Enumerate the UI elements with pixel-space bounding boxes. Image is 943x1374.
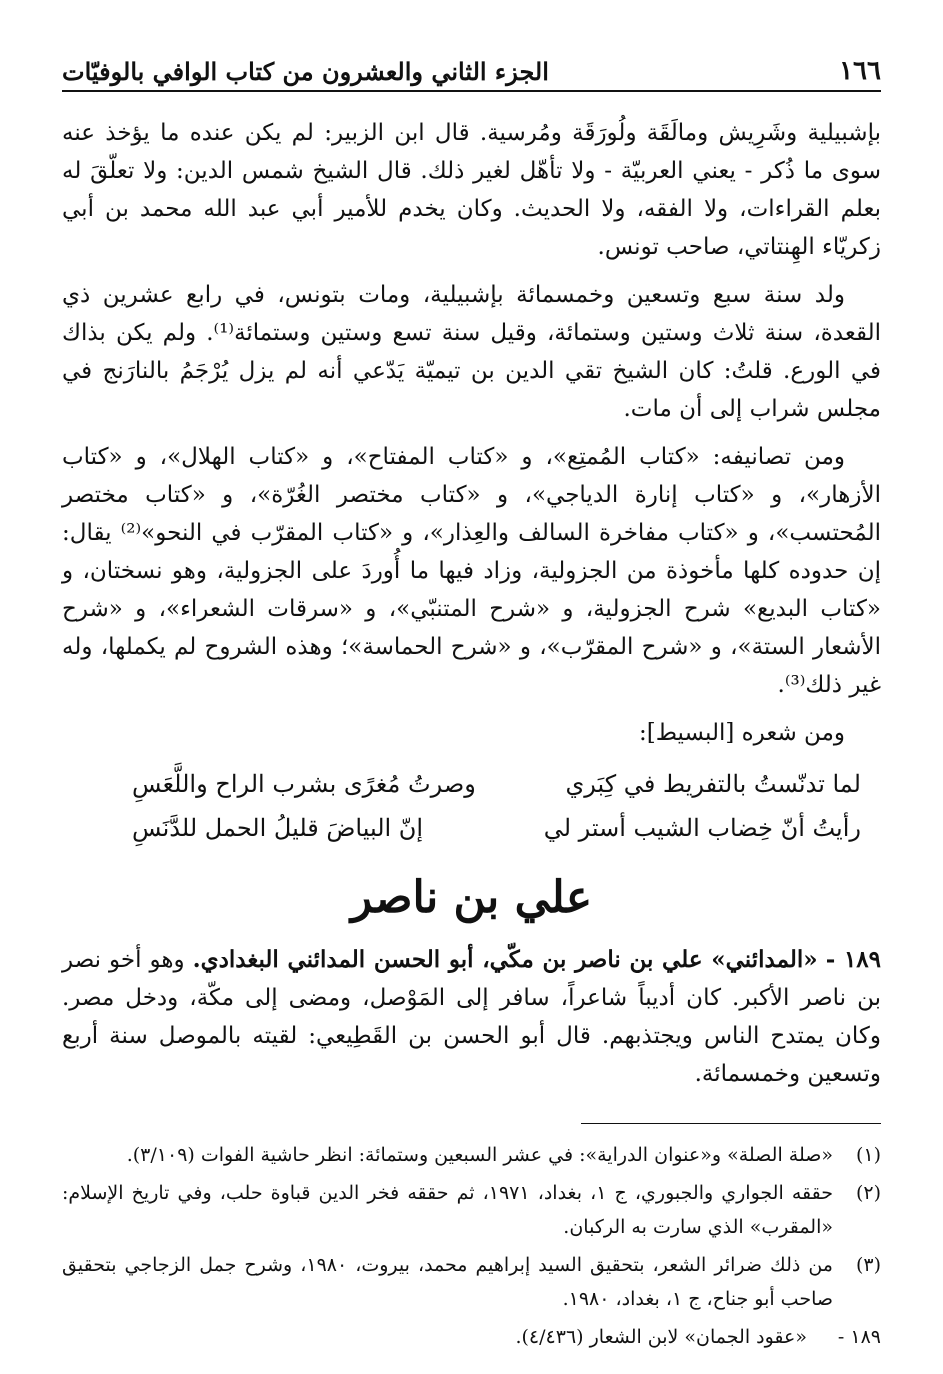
paragraph-2: ولد سنة سبع وتسعين وخمسمائة بإشبيلية، ومات بتونس، في رابع عشرين ذي القعدة، سنة ثلاث وستين وستمائة، وقيل سنة تسع وستين وستمائة⁽¹⁾. ولم يكن بذاك في الورع. قلتُ: كان الشيخ تقي الدين بن تيميّة يَدّعي أنه لم يزل يُرْجَمُ بالنارَنج في مجلس شراب إلى أن مات. xyxy=(62,282,882,422)
verse-1-first-hemistich: لما تدنّستُ بالتفريط في كِبَري xyxy=(565,770,861,798)
biography-entry xyxy=(62,941,881,1093)
entry-text: وهو أخو نصر بن ناصر الأكبر. كان أديباً شاعراً، سافر إلى المَوْصل، ومضى إلى مكّة، ودخل مصر. وكان يمتدح الناس ويجتذبهم. قال أبو الحسن بن القَطِيعي: لقيته بالموصل سنة أربع وتسعين وخمسمائة. xyxy=(62,947,881,1087)
footnote-3 xyxy=(62,1248,881,1316)
footnote-189 xyxy=(62,1320,881,1354)
footnote-rule xyxy=(581,1123,881,1124)
header-rule xyxy=(62,90,881,92)
running-header xyxy=(62,40,881,86)
entry-number: ١٨٩ - xyxy=(825,946,881,973)
verse-2-first-hemistich: رأيتُ أنّ خِضاب الشيب أستر لي xyxy=(543,814,861,842)
entry-heading: «المدائني» علي بن ناصر بن مكّي، أبو الحسن المدائني البغدادي. xyxy=(192,946,818,973)
page-number: ١٦٦ xyxy=(839,56,881,86)
footnote-1-number: (١) xyxy=(855,1144,881,1166)
footnote-3-number: (٣) xyxy=(855,1254,881,1276)
verse-1-second-hemistich: وصرتُ مُغرًى بشرب الراح واللَّعَسِ xyxy=(132,770,476,798)
verse-line-1 xyxy=(62,762,881,806)
book-title: الجزء الثاني والعشرون من كتاب الوافي بالوفيّات xyxy=(62,57,549,86)
footnote-3-text: من ذلك ضرائر الشعر، بتحقيق السيد إبراهيم محمد، بيروت، ١٩٨٠، وشرح جمل الزجاجي بتحقيق صاحب أبو جناح، ج ١، بغداد، ١٩٨٠. xyxy=(62,1254,833,1310)
footnote-2-number: (٢) xyxy=(855,1182,881,1204)
paragraph-3: ومن تصانيفه: «كتاب المُمتِع»، و «كتاب المفتاح»، و «كتاب الهلال»، و «كتاب الأزهار»، و «كتاب إنارة الدياجي»، و «كتاب مختصر الغُرّة»، و «كتاب مختصر المُحتسب»، و «كتاب مفاخرة السالف والعِذار»، و «كتاب المقرّب في النحو»⁽²⁾ يقال: إن حدوده كلها مأخوذة من الجزولية، وزاد فيها ما أُوردَ على الجزولية، وهو نسختان، و «كتاب البديع» شرح الجزولية، و «شرح المتنبّي»، و «سرقات الشعراء»، و «شرح الأشعار الستة»، و «شرح المقرّب»، و «شرح الحماسة»؛ وهذه الشروح لم يكملها، وله غير ذلك⁽³⁾. xyxy=(62,444,881,698)
footnote-2-text: حققه الجواري والجبوري، ج ١، بغداد، ١٩٧١، ثم حققه فخر الدين قباوة حلب، وفي تاريخ الإسلام: «المقرب» الذي سارت به الركبان. xyxy=(62,1182,833,1238)
verse-2-second-hemistich: إنّ البياضَ قليلُ الحمل للدَّنَسِ xyxy=(132,814,424,842)
footnote-2 xyxy=(62,1176,881,1244)
footnote-1-text: «صلة الصلة» و«عنوان الدراية»: في عشر السبعين وستمائة: انظر حاشية الفوات (٣/١٠٩). xyxy=(126,1144,833,1166)
biography-title: علي بن ناصر xyxy=(350,872,593,923)
paragraph-1: بإشبيلية وشَرِيش ومالَقَة ولُورَقَة ومُرسية. قال ابن الزبير: لم يكن عنده ما يؤخذ عنه سوى ما ذُكر - يعني العربيّة - ولا تأهّل لغير ذلك. قال الشيخ شمس الدين: ولا تعلّقَ له بعلم القراءات، ولا الفقه، ولا الحديث. وكان يخدم للأمير أبي عبد الله محمد بن أبي زكريّاء الهِنتاتي، صاحب تونس. xyxy=(62,120,881,260)
footnote-189-number: ١٨٩ - xyxy=(837,1326,881,1348)
footnote-1 xyxy=(62,1138,881,1172)
footnote-189-text: «عقود الجمان» لابن الشعار (٤/٤٣٦). xyxy=(515,1326,807,1348)
verse-line-2 xyxy=(62,806,881,850)
poem-intro: ومن شعره [البسيط]: xyxy=(639,720,845,746)
